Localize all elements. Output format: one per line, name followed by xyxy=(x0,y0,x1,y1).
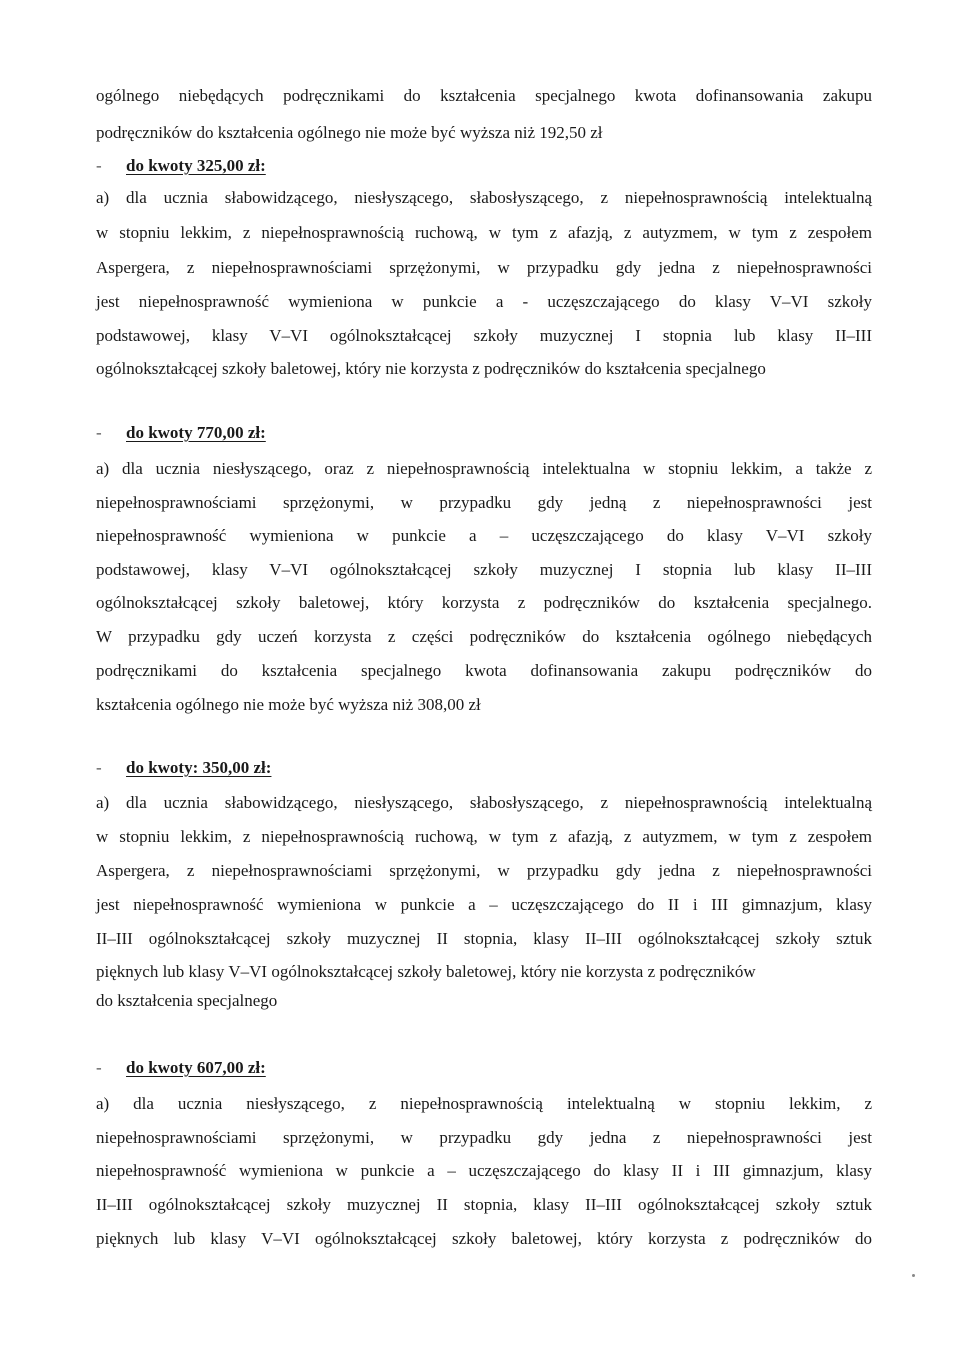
paragraph-line: W przypadku gdy uczeń korzysta z części podręczników do kształcenia ogólnego niebędących xyxy=(96,627,872,646)
paragraph-line: w stopniu lekkim, z niepełnosprawnością ruchową, w tym z afazją, z autyzmem, w tym z zespołem xyxy=(96,827,872,846)
dash-bullet: - xyxy=(96,423,102,442)
section-heading-row xyxy=(96,156,496,176)
paragraph-line: niepełnosprawność wymieniona w punkcie a – uczęszczającego do klasy V–VI szkoły xyxy=(96,526,872,545)
paragraph-line: a) dla ucznia niesłyszącego, oraz z niepełnosprawnością intelektualna w stopniu lekkim, a także z xyxy=(96,459,872,478)
paragraph-line: w stopniu lekkim, z niepełnosprawnością ruchową, w tym z afazją, z autyzmem, w tym z zespołem xyxy=(96,223,872,242)
paragraph-line: podstawowej, klasy V–VI ogólnokształcącej szkoły muzycznej I stopnia lub klasy II–III xyxy=(96,326,872,345)
paragraph-line: Aspergera, z niepełnosprawnościami sprzężonymi, w przypadku gdy jedna z niepełnosprawności xyxy=(96,861,872,880)
scan-speck xyxy=(912,1274,915,1277)
paragraph-line: ogólnokształcącej szkoły baletowej, który nie korzysta z podręczników do kształcenia specjalnego xyxy=(96,359,766,378)
paragraph-line: a) dla ucznia słabowidzącego, niesłyszącego, słabosłyszącego, z niepełnosprawnością intelektualną xyxy=(96,188,872,207)
section-heading: do kwoty: 350,00 zł: xyxy=(126,758,272,777)
dash-bullet: - xyxy=(96,758,102,777)
paragraph-line: a) dla ucznia słabowidzącego, niesłyszącego, słabosłyszącego, z niepełnosprawnością intelektualną xyxy=(96,793,872,812)
paragraph-line: jest niepełnosprawność wymieniona w punkcie a - uczęszczającego do klasy V–VI szkoły xyxy=(96,292,872,311)
paragraph-line: jest niepełnosprawność wymieniona w punkcie a – uczęszczającego do II i III gimnazjum, klasy xyxy=(96,895,872,914)
paragraph-line: pięknych lub klasy V–VI ogólnokształcącej szkoły baletowej, który korzysta z podręczników do xyxy=(96,1229,872,1248)
paragraph-line: niepełnosprawność wymieniona w punkcie a – uczęszczającego do klasy II i III gimnazjum, klasy xyxy=(96,1161,872,1180)
paragraph-line: pięknych lub klasy V–VI ogólnokształcącej szkoły baletowej, który nie korzysta z podręczników xyxy=(96,962,756,981)
section-heading-row xyxy=(96,758,496,778)
section-heading: do kwoty 607,00 zł: xyxy=(126,1058,266,1077)
paragraph-line: Aspergera, z niepełnosprawnościami sprzężonymi, w przypadku gdy jedna z niepełnosprawności xyxy=(96,258,872,277)
paragraph-line: a) dla ucznia niesłyszącego, z niepełnosprawnością intelektualną w stopniu lekkim, z xyxy=(96,1094,872,1113)
section-heading: do kwoty 325,00 zł: xyxy=(126,156,266,175)
paragraph-line: ogólnokształcącej szkoły baletowej, który korzysta z podręczników do kształcenia specjalnego. xyxy=(96,593,872,612)
section-heading-row xyxy=(96,1058,496,1078)
dash-bullet: - xyxy=(96,1058,102,1077)
section-heading: do kwoty 770,00 zł: xyxy=(126,423,266,442)
paragraph-line: podręczników do kształcenia ogólnego nie może być wyższa niż 192,50 zł xyxy=(96,123,603,142)
paragraph-line: podręcznikami do kształcenia specjalnego kwota dofinansowania zakupu podręczników do xyxy=(96,661,872,680)
paragraph-line: niepełnosprawnościami sprzężonymi, w przypadku gdy jedna z niepełnosprawności jest xyxy=(96,1128,872,1147)
paragraph-line: do kształcenia specjalnego xyxy=(96,991,278,1010)
paragraph-line: niepełnosprawnościami sprzężonymi, w przypadku gdy jedną z niepełnosprawności jest xyxy=(96,493,872,512)
section-heading-row xyxy=(96,423,496,443)
paragraph-line: ogólnego niebędących podręcznikami do kształcenia specjalnego kwota dofinansowania zakupu xyxy=(96,86,872,105)
paragraph-line: podstawowej, klasy V–VI ogólnokształcącej szkoły muzycznej I stopnia lub klasy II–III xyxy=(96,560,872,579)
dash-bullet: - xyxy=(96,156,102,175)
paragraph-line: II–III ogólnokształcącej szkoły muzycznej II stopnia, klasy II–III ogólnokształcącej szkoły sztuk xyxy=(96,1195,872,1214)
paragraph-line: kształcenia ogólnego nie może być wyższa niż 308,00 zł xyxy=(96,695,481,714)
paragraph-line: II–III ogólnokształcącej szkoły muzycznej II stopnia, klasy II–III ogólnokształcącej szkoły sztuk xyxy=(96,929,872,948)
